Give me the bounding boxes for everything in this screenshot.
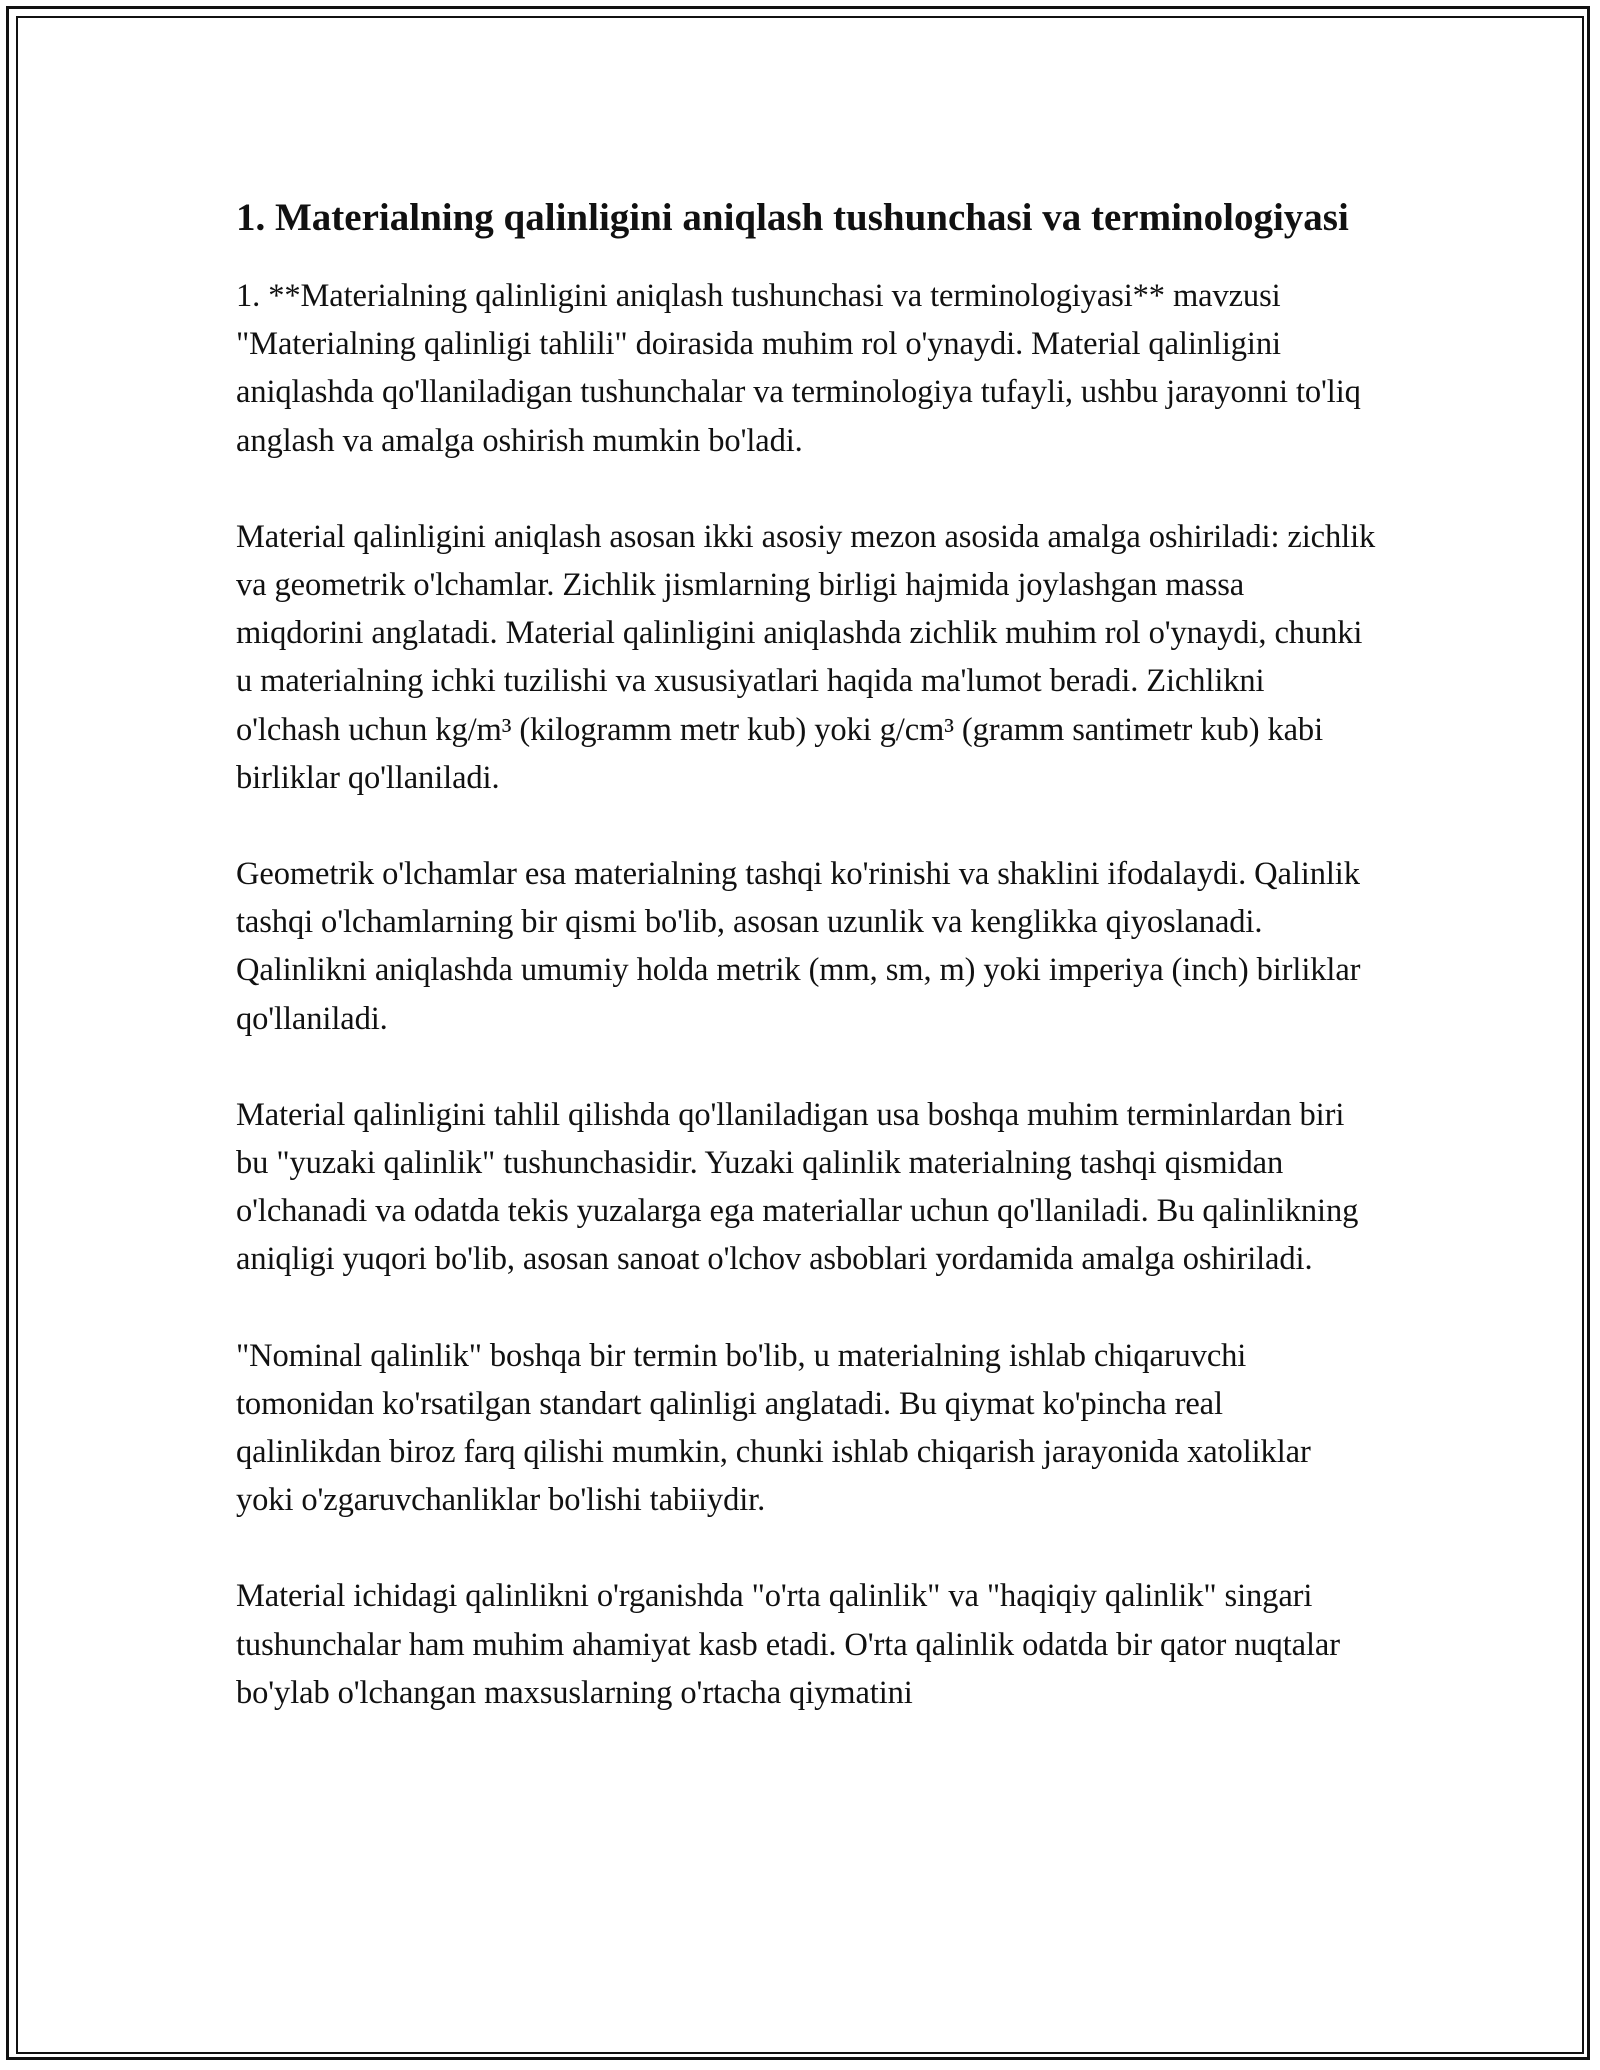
paragraph-intro: 1. **Materialning qalinligini aniqlash tushunchasi va terminologiyasi** mavzusi "Materialning qalinligi tahlili" doirasida muhim rol o'ynaydi. Material qalinligini aniqlashda qo'llaniladigan tushunchalar va terminologiya tufayli, ushbu jarayonni to'liq anglash va amalga oshirish mumkin bo'ladi. (236, 278, 1361, 459)
paragraph-surface-thickness: Material qalinligini tahlil qilishda qo'llaniladigan usa boshqa muhim terminlardan biri bu "yuzaki qalinlik" tushunchasidir. Yuzaki qalinlik materialning tashqi qismidan o'lchanadi va odatda tekis yuzalarga ega materiallar uchun qo'llaniladi. Bu qalinlikning aniqligi yuqori bo'lib, asosan sanoat o'lchov asboblari yordamida amalga oshiriladi. (236, 1096, 1359, 1278)
paragraph-density: Material qalinligini aniqlash asosan ikki asosiy mezon asosida amalga oshiriladi: zichlik va geometrik o'lchamlar. Zichlik jismlarning birligi hajmida joylashgan massa miqdorini anglatadi. Material qalinligini aniqlashda zichlik muhim rol o'ynaydi, chunki u materialning ichki tuzilishi va xususiyatlari haqida ma'lumot beradi. Zichlikni o'lchash uchun kg/m³ (kilogramm metr kub) yoki g/cm³ (gramm santimetr kub) kabi birliklar qo'llaniladi. (236, 518, 1376, 796)
paragraph-nominal-thickness: "Nominal qalinlik" boshqa bir termin bo'lib, u materialning ishlab chiqaruvchi tomonidan ko'rsatilgan standart qalinligi anglatadi. Bu qiymat ko'pincha real qalinlikdan biroz farq qilishi mumkin, chunki ishlab chiqarish jarayonida xatoliklar yoki o'zgaruvchanliklar bo'lishi tabiiydir. (236, 1337, 1311, 1519)
document-body (236, 190, 1376, 1765)
paragraph-average-thickness: Material ichidagi qalinlikni o'rganishda "o'rta qalinlik" va "haqiqiy qalinlik" singari tushunchalar ham muhim ahamiyat kasb etadi. O'rta qalinlik odatda bir qator nuqtalar bo'ylab o'lchangan maxsuslarning o'rtacha qiymatini (236, 1578, 1340, 1711)
paragraph-geometry: Geometrik o'lchamlar esa materialning tashqi ko'rinishi va shaklini ifodalaydi. Qalinlik tashqi o'lchamlarning bir qismi bo'lib, asosan uzunlik va kenglikka qiyoslanadi. Qalinlikni aniqlashda umumiy holda metrik (mm, sm, m) yoki imperiya (inch) birliklar qo'llaniladi. (236, 856, 1361, 1037)
page-title: 1. Materialning qalinligini aniqlash tushunchasi va terminologiyasi (236, 196, 1349, 239)
